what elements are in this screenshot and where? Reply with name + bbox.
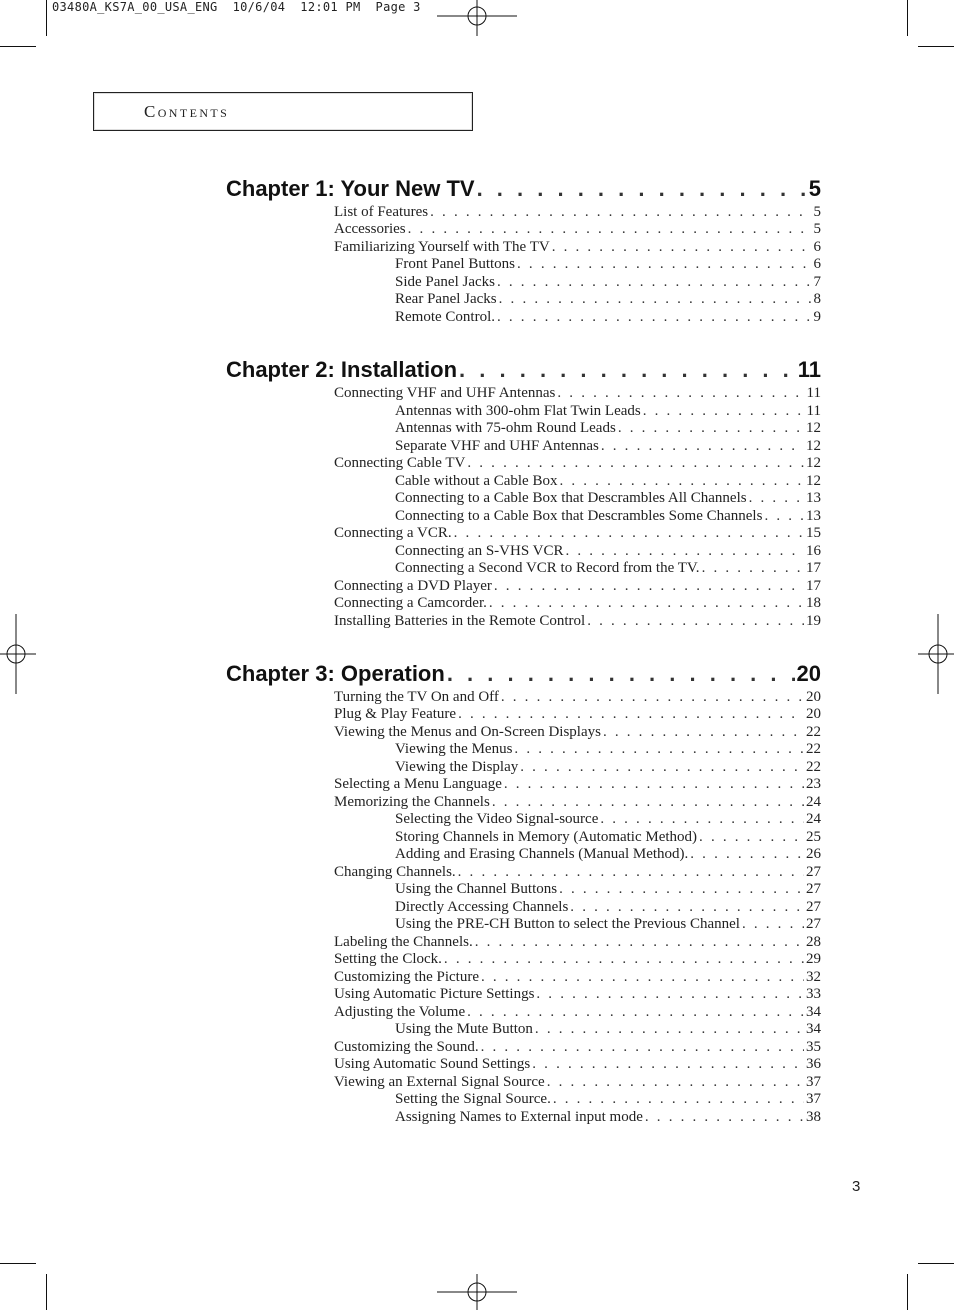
toc-entry-page: 27 [806,899,821,915]
dot-leader [467,455,804,472]
chapter-heading[interactable] [226,661,821,687]
toc-entry-page: 32 [806,969,821,985]
chapter-page: 5 [808,176,821,201]
toc-entry-page: 19 [806,613,821,629]
toc-entry[interactable] [334,776,821,793]
toc-entry-page: 6 [813,239,821,255]
toc-entry[interactable] [334,595,821,612]
dot-leader [447,661,795,687]
toc-entry-page: 11 [806,403,821,419]
crop-mark-bottom-right-h [918,1263,954,1264]
toc-entry[interactable] [334,724,821,741]
toc-entry-label: Adjusting the Volume [334,1004,466,1020]
toc-entry-label: Viewing an External Signal Source [334,1074,545,1090]
toc-entry-page: 7 [813,274,821,290]
toc-entry-page: 17 [806,578,821,594]
toc-entry-page: 24 [806,811,821,827]
toc-entry-page: 13 [806,490,821,506]
dot-leader [444,951,804,968]
dot-leader [702,560,804,577]
toc-entry-page: 11 [806,385,821,401]
toc-entry-page: 20 [806,706,821,722]
dot-leader [557,385,804,402]
dot-leader [601,438,804,455]
toc-entry-page: 37 [806,1074,821,1090]
toc-entry[interactable] [334,1039,821,1056]
toc-entry-label: Antennas with 75-ohm Round Leads [395,420,616,436]
toc-entry-label: Viewing the Menus and On-Screen Displays [334,724,601,740]
dot-leader [547,1074,804,1091]
dot-leader [600,811,804,828]
dot-leader [454,525,804,542]
dot-leader [489,595,804,612]
toc-entry-label: Connecting to a Cable Box that Descrambles Some Channels [395,508,763,524]
toc-entry-page: 6 [813,256,821,272]
toc-entry-label: Plug & Play Feature [334,706,457,722]
dot-leader [475,934,804,951]
toc-subentry[interactable] [395,1091,821,1108]
toc-entry-label: Using the Mute Button [395,1021,533,1037]
toc-subentry[interactable] [395,291,821,308]
toc-entry-label: Connecting to a Cable Box that Descrambles All Channels [395,490,747,506]
toc-entry-label: Selecting a Menu Language [334,776,502,792]
chapter-heading[interactable] [226,176,821,202]
toc-entry-page: 36 [806,1056,821,1072]
toc-entry-label: Setting the Clock. [334,951,442,967]
toc-entry-page: 12 [806,420,821,436]
toc-entry-page: 23 [806,776,821,792]
dot-leader [504,776,804,793]
crop-mark-top-left-h [0,46,36,47]
dot-leader [535,1021,804,1038]
dot-leader [603,724,804,741]
toc-entry[interactable] [334,455,821,472]
toc-subentry[interactable] [395,1109,821,1126]
dot-leader [497,274,812,291]
toc-entry-label: Accessories [334,221,406,237]
toc-subentry[interactable] [395,274,821,291]
toc-subentry[interactable] [395,403,821,420]
dot-leader [559,473,804,490]
dot-leader [458,864,804,881]
toc-subentry[interactable] [395,741,821,758]
toc-entry-page: 13 [806,508,821,524]
toc-subentry[interactable] [395,759,821,776]
dot-leader [514,741,804,758]
dot-leader [532,1056,804,1073]
toc-entry-page: 12 [806,473,821,489]
toc-entry-page: 38 [806,1109,821,1125]
toc-entry[interactable] [334,239,821,256]
toc-entry-page: 18 [806,595,821,611]
toc-subentry[interactable] [395,256,821,273]
toc-entry-page: 22 [806,741,821,757]
toc-entry-page: 28 [806,934,821,950]
crop-mark-bottom-left-v [46,1274,47,1310]
contents-header-title: Contents [144,102,230,121]
toc-entry-page: 35 [806,1039,821,1055]
toc-entry-label: Connecting VHF and UHF Antennas [334,385,556,401]
toc-subentry[interactable] [395,508,821,525]
toc-entry-page: 8 [813,291,821,307]
toc-entry-label: Connecting Cable TV [334,455,466,471]
registration-mark-bottom-icon [437,1274,517,1310]
toc-subentry[interactable] [395,490,821,507]
toc-entry-page: 5 [813,204,821,220]
toc-entry-label: Antennas with 300-ohm Flat Twin Leads [395,403,641,419]
toc-entry-label: Connecting a DVD Player [334,578,492,594]
toc-entry-page: 12 [806,455,821,471]
toc-subentry[interactable] [395,473,821,490]
dot-leader [430,204,811,221]
dot-leader [467,1004,804,1021]
toc-entry[interactable] [334,706,821,723]
toc-entry-label: Directly Accessing Channels [395,899,569,915]
toc-entry-label: List of Features [334,204,429,220]
toc-subentry[interactable] [395,811,821,828]
chapter-heading[interactable] [226,357,821,383]
dot-leader [690,846,804,863]
dot-leader [764,508,804,525]
toc-entry-page: 34 [806,1021,821,1037]
toc-entry-page: 25 [806,829,821,845]
toc-entry-label: Storing Channels in Memory (Automatic Method) [395,829,698,845]
toc-entry-page: 16 [806,543,821,559]
dot-leader [499,291,812,308]
toc-subentry[interactable] [395,309,821,326]
dot-leader [481,969,804,986]
toc-entry-label: Assigning Names to External input mode [395,1109,643,1125]
toc-entry-label: Connecting a Camcorder. [334,595,487,611]
toc-entry-page: 27 [806,881,821,897]
dot-leader [494,578,804,595]
toc-entry-label: Customizing the Sound. [334,1039,479,1055]
toc-entry-label: Connecting an S-VHS VCR [395,543,564,559]
chapter-page: 11 [797,357,821,382]
dot-leader [517,256,811,273]
toc-entry-label: Viewing the Menus [395,741,513,757]
dot-leader [618,420,804,437]
toc-entry-label: Familiarizing Yourself with The TV [334,239,550,255]
toc-entry[interactable] [334,221,821,238]
toc-entry[interactable] [334,864,821,881]
toc-subentry[interactable] [395,881,821,898]
toc-entry-page: 34 [806,1004,821,1020]
toc-entry-label: Separate VHF and UHF Antennas [395,438,599,454]
toc-entry-label: Viewing the Display [395,759,519,775]
registration-mark-top-icon [437,0,517,36]
chapter-title: Chapter 2: Installation [226,357,458,382]
toc-subentry[interactable] [395,560,821,577]
toc-entry[interactable] [334,385,821,402]
toc-entry-label: Connecting a VCR. [334,525,452,541]
toc-entry-label: Using the PRE-CH Button to select the Previous Channel [395,916,740,932]
toc-entry-label: Changing Channels. [334,864,456,880]
toc-entry-label: Remote Control. [395,309,495,325]
toc-subentry[interactable] [395,1021,821,1038]
toc-entry[interactable] [334,969,821,986]
toc-entry[interactable] [334,1004,821,1021]
dot-leader [492,794,804,811]
dot-leader [570,899,804,916]
dot-leader [459,357,796,383]
registration-mark-right-icon [918,614,954,694]
dot-leader [643,403,805,420]
dot-leader [536,986,804,1003]
toc-subentry[interactable] [395,899,821,916]
toc-entry-page: 15 [806,525,821,541]
toc-entry-page: 33 [806,986,821,1002]
toc-subentry[interactable] [395,543,821,560]
toc-entry-label: Front Panel Buttons [395,256,516,272]
toc-entry[interactable] [334,578,821,595]
toc-entry[interactable] [334,986,821,1003]
toc-subentry[interactable] [395,846,821,863]
dot-leader [553,1091,804,1108]
dot-leader [749,490,804,507]
dot-leader [645,1109,804,1126]
toc-entry-label: Memorizing the Channels [334,794,490,810]
dot-leader [481,1039,804,1056]
toc-entry-label: Side Panel Jacks [395,274,495,290]
toc-entry-page: 29 [806,951,821,967]
toc-entry-label: Using the Channel Buttons [395,881,558,897]
crop-mark-bottom-right-v [907,1274,908,1310]
chapter-title: Chapter 3: Operation [226,661,445,686]
dot-leader [497,309,812,326]
toc-entry-page: 22 [806,724,821,740]
toc-subentry[interactable] [395,420,821,437]
toc-entry-label: Using Automatic Sound Settings [334,1056,531,1072]
dot-leader [501,689,804,706]
dot-leader [587,613,804,630]
dot-leader [552,239,812,256]
toc-entry-page: 9 [813,309,821,325]
toc-entry-page: 12 [806,438,821,454]
dot-leader [477,176,807,202]
dot-leader [559,881,804,898]
dot-leader [458,706,804,723]
toc-entry-label: Labeling the Channels. [334,934,473,950]
dot-leader [520,759,804,776]
dot-leader [742,916,804,933]
toc-entry[interactable] [334,934,821,951]
toc-entry-page: 22 [806,759,821,775]
toc-entry[interactable] [334,204,821,221]
toc-subentry[interactable] [395,829,821,846]
toc-entry-label: Connecting a Second VCR to Record from the TV. [395,560,700,576]
page-number: 3 [852,1178,861,1195]
printer-slug: 03480A_KS7A_00_USA_ENG 10/6/04 12:01 PM Page 3 [52,0,421,14]
toc-entry-label: Using Automatic Picture Settings [334,986,535,1002]
chapter-title: Chapter 1: Your New TV [226,176,475,201]
registration-mark-left-icon [0,614,36,694]
toc-entry-page: 26 [806,846,821,862]
crop-mark-top-right-v [907,0,908,36]
toc-entry[interactable] [334,525,821,542]
crop-mark-top-left-v [46,0,47,36]
toc-entry-page: 27 [806,864,821,880]
chapter-page: 20 [796,661,821,686]
toc-entry-page: 20 [806,689,821,705]
toc-subentry[interactable] [395,916,821,933]
crop-mark-bottom-left-h [0,1263,36,1264]
dot-leader [699,829,804,846]
toc-entry-label: Setting the Signal Source. [395,1091,551,1107]
toc-entry-label: Rear Panel Jacks [395,291,497,307]
crop-mark-top-right-h [918,46,954,47]
toc-entry[interactable] [334,951,821,968]
dot-leader [565,543,804,560]
toc-entry[interactable] [334,794,821,811]
toc-entry-page: 27 [806,916,821,932]
toc-entry-label: Cable without a Cable Box [395,473,558,489]
toc-entry[interactable] [334,613,821,630]
toc-entry-label: Turning the TV On and Off [334,689,499,705]
toc-subentry[interactable] [395,438,821,455]
toc-entry-page: 5 [813,221,821,237]
toc-entry-label: Adding and Erasing Channels (Manual Method). [395,846,689,862]
dot-leader [408,221,812,238]
toc-entry[interactable] [334,1074,821,1091]
toc-entry-page: 17 [806,560,821,576]
toc-entry[interactable] [334,689,821,706]
toc-entry-label: Customizing the Picture [334,969,479,985]
toc-entry-page: 24 [806,794,821,810]
toc-entry-label: Selecting the Video Signal-source [395,811,599,827]
toc-entry-page: 37 [806,1091,821,1107]
toc-entry-label: Installing Batteries in the Remote Control [334,613,586,629]
toc-entry[interactable] [334,1056,821,1073]
